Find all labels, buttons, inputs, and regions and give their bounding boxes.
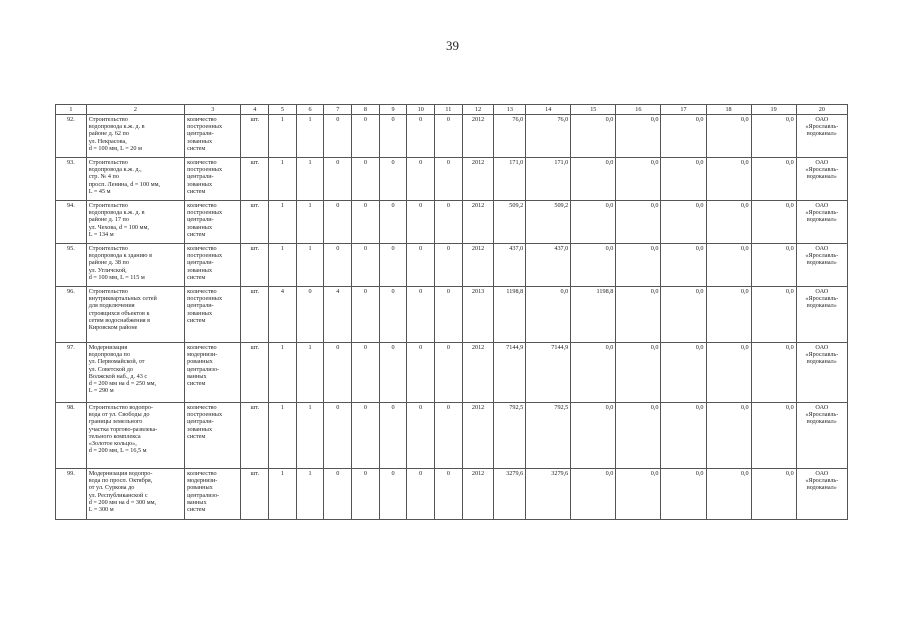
- cell-c8: 0: [352, 343, 380, 403]
- cell-c13: 171,0: [494, 158, 526, 201]
- cell-unit: шт.: [241, 244, 269, 287]
- program-table: [55, 104, 848, 520]
- cell-c11: 0: [435, 287, 463, 343]
- cell-c14: 437,0: [526, 244, 571, 287]
- cell-c7: 0: [324, 158, 352, 201]
- table-row: [56, 403, 848, 469]
- cell-c15: 0,0: [571, 403, 616, 469]
- cell-c20: ОАО «Ярославль- водоканал»: [796, 244, 847, 287]
- cell-c7: 0: [324, 244, 352, 287]
- cell-c8: 0: [352, 201, 380, 244]
- cell-c18: 0,0: [706, 343, 751, 403]
- column-number: 13: [494, 105, 526, 115]
- cell-c16: 0,0: [616, 244, 661, 287]
- cell-c14: 7144,9: [526, 343, 571, 403]
- cell-c16: 0,0: [616, 343, 661, 403]
- cell-indicator: количество построенных централи- зованных систем: [185, 287, 241, 343]
- cell-c8: 0: [352, 158, 380, 201]
- table-row: [56, 244, 848, 287]
- cell-no: 92.: [56, 115, 87, 158]
- cell-name: Строительство водопровода к.ж. д. в районе д. 62 по ул. Некрасова, d = 100 мм, L = 20 м: [86, 115, 184, 158]
- column-number: 8: [352, 105, 380, 115]
- column-number: 1: [56, 105, 87, 115]
- cell-c17: 0,0: [661, 403, 706, 469]
- cell-c5: 4: [269, 287, 297, 343]
- cell-c7: 0: [324, 201, 352, 244]
- cell-c20: ОАО «Ярославль- водоканал»: [796, 469, 847, 520]
- cell-name: Строительство водопро- вода от ул. Свободы до границы земельного участка торгово-развлека- тельного комплекса «Золотое кольцо», d = 200 мм, L = 16,5 м: [86, 403, 184, 469]
- cell-c20: ОАО «Ярославль- водоканал»: [796, 343, 847, 403]
- cell-c15: 0,0: [571, 244, 616, 287]
- cell-c14: 171,0: [526, 158, 571, 201]
- cell-unit: шт.: [241, 343, 269, 403]
- cell-no: 94.: [56, 201, 87, 244]
- cell-name: Модернизация водопровода по ул. Первомайской, от ул. Советской до Волжской наб., д. 43 с d = 200 мм на d = 250 мм, L = 290 м: [86, 343, 184, 403]
- cell-c19: 0,0: [751, 287, 796, 343]
- cell-c16: 0,0: [616, 287, 661, 343]
- column-number: 14: [526, 105, 571, 115]
- cell-c15: 0,0: [571, 343, 616, 403]
- column-number: 15: [571, 105, 616, 115]
- cell-c13: 509,2: [494, 201, 526, 244]
- cell-c19: 0,0: [751, 115, 796, 158]
- cell-name: Строительство водопровода к зданию в районе д. 38 по ул. Угличской, d = 100 мм, L = 115 м: [86, 244, 184, 287]
- cell-c6: 1: [296, 403, 324, 469]
- cell-no: 95.: [56, 244, 87, 287]
- cell-c10: 0: [407, 287, 435, 343]
- cell-c11: 0: [435, 158, 463, 201]
- cell-unit: шт.: [241, 403, 269, 469]
- cell-name: Строительство водопровода к.ж. д., стр. № 4 по просп. Ленина, d = 100 мм, L = 45 м: [86, 158, 184, 201]
- column-number: 17: [661, 105, 706, 115]
- cell-c9: 0: [379, 244, 407, 287]
- column-number: 7: [324, 105, 352, 115]
- cell-no: 93.: [56, 158, 87, 201]
- cell-no: 97.: [56, 343, 87, 403]
- cell-c5: 1: [269, 403, 297, 469]
- column-number: 19: [751, 105, 796, 115]
- cell-c12: 2012: [462, 469, 494, 520]
- cell-c6: 1: [296, 343, 324, 403]
- table-row: [56, 287, 848, 343]
- cell-c17: 0,0: [661, 343, 706, 403]
- cell-c13: 437,0: [494, 244, 526, 287]
- cell-c16: 0,0: [616, 403, 661, 469]
- cell-c20: ОАО «Ярославль- водоканал»: [796, 115, 847, 158]
- cell-c18: 0,0: [706, 244, 751, 287]
- cell-c9: 0: [379, 287, 407, 343]
- cell-c17: 0,0: [661, 469, 706, 520]
- cell-c20: ОАО «Ярославль- водоканал»: [796, 287, 847, 343]
- column-number: 9: [379, 105, 407, 115]
- cell-unit: шт.: [241, 469, 269, 520]
- cell-c12: 2012: [462, 343, 494, 403]
- cell-no: 98.: [56, 403, 87, 469]
- cell-c20: ОАО «Ярославль- водоканал»: [796, 201, 847, 244]
- cell-c8: 0: [352, 403, 380, 469]
- cell-c9: 0: [379, 403, 407, 469]
- cell-c16: 0,0: [616, 201, 661, 244]
- cell-name: Строительство водопровода к.ж. д. в районе д. 17 по ул. Чехова, d = 100 мм, L = 134 м: [86, 201, 184, 244]
- cell-c7: 0: [324, 403, 352, 469]
- cell-c8: 0: [352, 287, 380, 343]
- cell-c17: 0,0: [661, 287, 706, 343]
- cell-c15: 0,0: [571, 201, 616, 244]
- cell-c10: 0: [407, 343, 435, 403]
- cell-no: 99.: [56, 469, 87, 520]
- cell-c13: 792,5: [494, 403, 526, 469]
- cell-c10: 0: [407, 403, 435, 469]
- cell-c10: 0: [407, 201, 435, 244]
- cell-c11: 0: [435, 115, 463, 158]
- column-number: 2: [86, 105, 184, 115]
- cell-c17: 0,0: [661, 201, 706, 244]
- cell-c15: 0,0: [571, 469, 616, 520]
- cell-c13: 1198,8: [494, 287, 526, 343]
- cell-c8: 0: [352, 115, 380, 158]
- cell-c7: 0: [324, 115, 352, 158]
- cell-c13: 3279,6: [494, 469, 526, 520]
- cell-no: 96.: [56, 287, 87, 343]
- column-number-row: [56, 105, 848, 115]
- table-row: [56, 469, 848, 520]
- cell-unit: шт.: [241, 287, 269, 343]
- cell-c6: 1: [296, 201, 324, 244]
- cell-c14: 509,2: [526, 201, 571, 244]
- cell-c6: 1: [296, 244, 324, 287]
- cell-c12: 2012: [462, 115, 494, 158]
- cell-c19: 0,0: [751, 158, 796, 201]
- cell-c7: 0: [324, 469, 352, 520]
- cell-c11: 0: [435, 201, 463, 244]
- cell-unit: шт.: [241, 115, 269, 158]
- page-number: 39: [446, 38, 459, 53]
- cell-c7: 4: [324, 287, 352, 343]
- cell-c14: 792,5: [526, 403, 571, 469]
- cell-c18: 0,0: [706, 287, 751, 343]
- cell-c6: 1: [296, 469, 324, 520]
- column-number: 5: [269, 105, 297, 115]
- cell-c12: 2013: [462, 287, 494, 343]
- cell-c9: 0: [379, 115, 407, 158]
- column-number: 16: [616, 105, 661, 115]
- cell-c7: 0: [324, 343, 352, 403]
- cell-c18: 0,0: [706, 403, 751, 469]
- cell-c12: 2012: [462, 403, 494, 469]
- cell-c19: 0,0: [751, 343, 796, 403]
- cell-c6: 0: [296, 287, 324, 343]
- cell-c8: 0: [352, 469, 380, 520]
- cell-indicator: количество модернизи- рованных централизо- ванных систем: [185, 469, 241, 520]
- cell-c19: 0,0: [751, 469, 796, 520]
- cell-c17: 0,0: [661, 115, 706, 158]
- cell-c18: 0,0: [706, 158, 751, 201]
- cell-unit: шт.: [241, 158, 269, 201]
- cell-indicator: количество построенных централи- зованных систем: [185, 403, 241, 469]
- cell-c15: 1198,8: [571, 287, 616, 343]
- cell-name: Строительство внутриквартальных сетей для подключения строящихся объектов к сетям водоснабжения в Кировском районе: [86, 287, 184, 343]
- cell-c8: 0: [352, 244, 380, 287]
- cell-indicator: количество построенных централи- зованных систем: [185, 158, 241, 201]
- cell-c9: 0: [379, 158, 407, 201]
- column-number: 11: [435, 105, 463, 115]
- cell-c19: 0,0: [751, 244, 796, 287]
- table-row: [56, 158, 848, 201]
- cell-indicator: количество построенных централи- зованных систем: [185, 244, 241, 287]
- column-number: 20: [796, 105, 847, 115]
- cell-c17: 0,0: [661, 244, 706, 287]
- cell-indicator: количество модернизи- рованных централизо- ванных систем: [185, 343, 241, 403]
- cell-indicator: количество построенных централи- зованных систем: [185, 201, 241, 244]
- cell-c9: 0: [379, 469, 407, 520]
- table-row: [56, 115, 848, 158]
- cell-c20: ОАО «Ярославль- водоканал»: [796, 403, 847, 469]
- column-number: 18: [706, 105, 751, 115]
- cell-c5: 1: [269, 244, 297, 287]
- cell-c5: 1: [269, 469, 297, 520]
- cell-c15: 0,0: [571, 158, 616, 201]
- cell-c9: 0: [379, 343, 407, 403]
- table-row: [56, 343, 848, 403]
- column-number: 6: [296, 105, 324, 115]
- cell-c14: 3279,6: [526, 469, 571, 520]
- cell-c11: 0: [435, 244, 463, 287]
- cell-c6: 1: [296, 158, 324, 201]
- cell-indicator: количество построенных централи- зованных систем: [185, 115, 241, 158]
- cell-c10: 0: [407, 244, 435, 287]
- cell-c12: 2012: [462, 201, 494, 244]
- cell-c20: ОАО «Ярославль- водоканал»: [796, 158, 847, 201]
- cell-c10: 0: [407, 158, 435, 201]
- cell-c10: 0: [407, 115, 435, 158]
- cell-c15: 0,0: [571, 115, 616, 158]
- cell-c5: 1: [269, 115, 297, 158]
- cell-c19: 0,0: [751, 403, 796, 469]
- cell-c5: 1: [269, 343, 297, 403]
- column-number: 10: [407, 105, 435, 115]
- cell-c19: 0,0: [751, 201, 796, 244]
- cell-c11: 0: [435, 469, 463, 520]
- cell-c12: 2012: [462, 158, 494, 201]
- column-number: 4: [241, 105, 269, 115]
- cell-c11: 0: [435, 403, 463, 469]
- cell-c12: 2012: [462, 244, 494, 287]
- cell-c14: 0,0: [526, 287, 571, 343]
- cell-c5: 1: [269, 201, 297, 244]
- cell-c5: 1: [269, 158, 297, 201]
- cell-unit: шт.: [241, 201, 269, 244]
- cell-c6: 1: [296, 115, 324, 158]
- column-number: 12: [462, 105, 494, 115]
- cell-c10: 0: [407, 469, 435, 520]
- cell-c18: 0,0: [706, 201, 751, 244]
- cell-c18: 0,0: [706, 115, 751, 158]
- table-row: [56, 201, 848, 244]
- cell-c11: 0: [435, 343, 463, 403]
- column-number: 3: [185, 105, 241, 115]
- cell-c13: 76,0: [494, 115, 526, 158]
- cell-c16: 0,0: [616, 469, 661, 520]
- cell-c16: 0,0: [616, 115, 661, 158]
- cell-c13: 7144,9: [494, 343, 526, 403]
- cell-c14: 76,0: [526, 115, 571, 158]
- cell-name: Модернизация водопро- вода по просп. Октября, от ул. Суркова до ул. Республиканской с d = 200 мм на d = 300 мм, L = 300 м: [86, 469, 184, 520]
- cell-c9: 0: [379, 201, 407, 244]
- cell-c17: 0,0: [661, 158, 706, 201]
- cell-c18: 0,0: [706, 469, 751, 520]
- cell-c16: 0,0: [616, 158, 661, 201]
